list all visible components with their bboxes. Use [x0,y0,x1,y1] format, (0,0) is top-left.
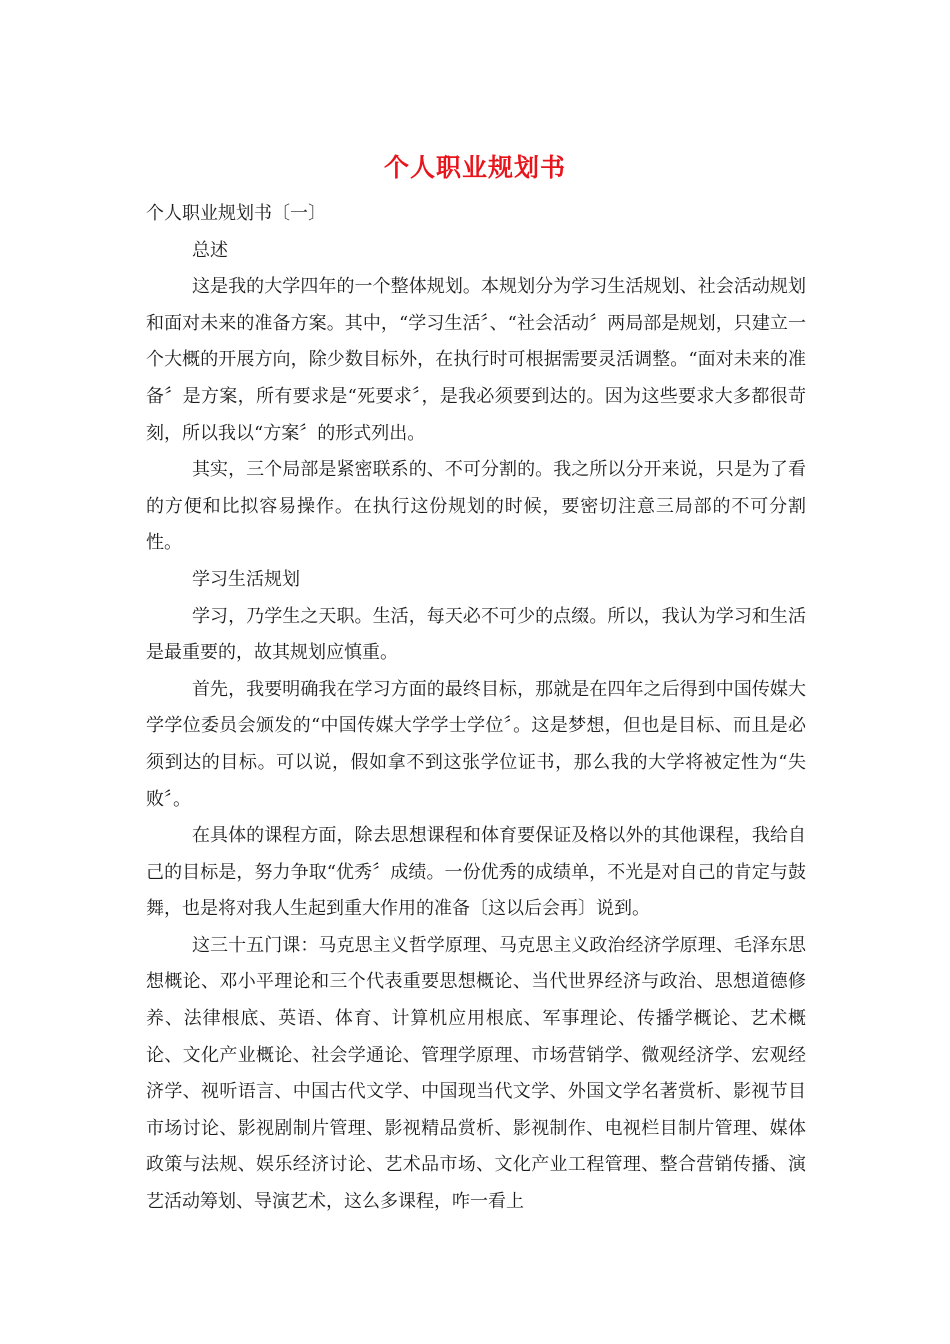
paragraph: 首先，我要明确我在学习方面的最终目标，那就是在四年之后得到中国传媒大学学位委员会颁发的“中国传媒大学学士学位〞。这是梦想，但也是目标、而且是必须到达的目标。可以说，假如拿不到这张学位证书，那么我的大学将被定性为“失败〞。 [146,678,806,810]
paragraph: 这是我的大学四年的一个整体规划。本规划分为学习生活规划、社会活动规划和面对未来的准备方案。其中，“学习生活〞、“社会活动〞两局部是规划，只建立一个大概的开展方向，除少数目标外，在执行时可根据需要灵活调整。“面对未来的准备〞是方案，所有要求是“死要求〞，是我必须要到达的。因为这些要求大多都很苛刻，所以我以“方案〞的形式列出。 [146,276,806,444]
section-heading-overview: 总述 [192,239,228,261]
paragraph: 学习，乃学生之天职。生活，每天必不可少的点缀。所以，我认为学习和生活是最重要的，故其规划应慎重。 [146,605,806,664]
document-body [146,196,806,1221]
paragraph: 在具体的课程方面，除去思想课程和体育要保证及格以外的其他课程，我给自己的目标是，努力争取“优秀〞成绩。一份优秀的成绩单，不光是对自己的肯定与鼓舞，也是将对我人生起到重大作用的准备〔这以后会再〕说到。 [146,825,806,920]
section-subtitle: 个人职业规划书〔一〕 [146,203,326,224]
paragraph: 其实，三个局部是紧密联系的、不可分割的。我之所以分开来说，只是为了看的方便和比拟容易操作。在执行这份规划的时候，要密切注意三局部的不可分割性。 [146,459,806,554]
section-heading-study-life: 学习生活规划 [192,568,300,590]
document-title: 个人职业规划书 [383,153,566,182]
paragraph: 这三十五门课：马克思主义哲学原理、马克思主义政治经济学原理、毛泽东思想概论、邓小平理论和三个代表重要思想概论、当代世界经济与政治、思想道德修养、法律根底、英语、体育、计算机应用根底、军事理论、传播学概论、艺术概论、文化产业概论、社会学通论、管理学原理、市场营销学、微观经济学、宏观经济学、视听语言、中国古代文学、中国现当代文学、外国文学名著赏析、影视节目市场讨论、影视剧制片管理、影视精品赏析、影视制作、电视栏目制片管理、媒体政策与法规、娱乐经济讨论、艺术品市场、文化产业工程管理、整合营销传播、演艺活动筹划、导演艺术，这么多课程，咋一看上 [146,934,806,1213]
